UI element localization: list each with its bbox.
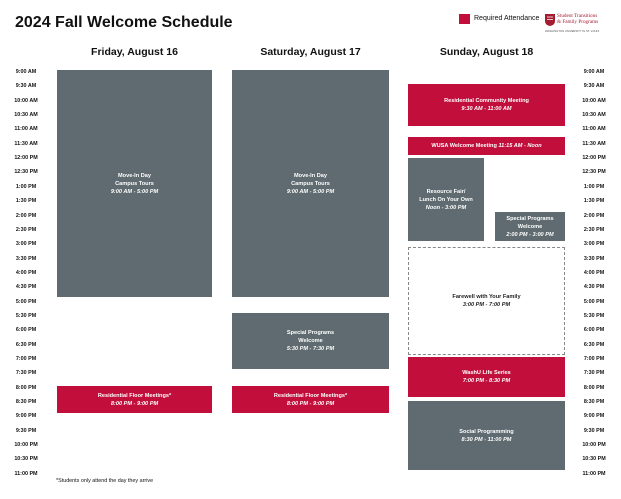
time-label-right: 8:30 PM xyxy=(583,399,605,406)
event-title: Social Programming xyxy=(459,428,514,435)
event-title: Residential Floor Meetings* xyxy=(273,392,348,399)
time-label-left: 3:00 PM xyxy=(15,241,37,248)
time-label-right: 10:30 PM xyxy=(582,456,606,463)
time-label-right: 5:30 PM xyxy=(583,312,605,319)
time-label-right: 6:30 PM xyxy=(583,341,605,348)
time-label-right: 2:30 PM xyxy=(583,226,605,233)
event-sunday-social-programming xyxy=(408,401,565,470)
event-time: Noon - 3:00 PM xyxy=(425,204,467,211)
event-sunday-washu-life-series xyxy=(408,357,565,397)
time-label-right: 11:00 PM xyxy=(582,470,606,477)
time-label-left: 1:30 PM xyxy=(15,198,37,205)
time-label-left: 10:00 PM xyxy=(14,442,38,449)
event-friday-floor-meetings xyxy=(57,386,212,413)
time-label-right: 4:30 PM xyxy=(583,284,605,291)
time-label-left: 1:00 PM xyxy=(15,183,37,190)
event-time: 9:00 AM - 5:00 PM xyxy=(110,188,159,195)
event-sunday-residential-community-meeting xyxy=(408,84,565,126)
event-time: 9:00 AM - 5:00 PM xyxy=(286,188,335,195)
time-label-left: 9:30 AM xyxy=(15,83,37,90)
event-saturday-move-in xyxy=(232,70,389,297)
time-label-right: 5:00 PM xyxy=(583,298,605,305)
event-title: Move-In Day xyxy=(294,172,327,179)
time-label-left: 11:00 AM xyxy=(14,126,38,133)
event-title: Move-In Day xyxy=(118,172,151,179)
time-label-right: 10:00 PM xyxy=(582,442,606,449)
event-title: Special Programs xyxy=(506,215,554,222)
event-time: 11:15 AM - Noon xyxy=(498,143,542,149)
event-sunday-special-programs xyxy=(495,212,565,241)
event-time: 8:00 PM - 9:00 PM xyxy=(286,400,335,407)
time-label-left: 6:30 PM xyxy=(15,341,37,348)
day-header-sunday: Sunday, August 18 xyxy=(439,46,534,58)
event-title: Residential Community Meeting xyxy=(444,98,529,104)
time-label-right: 9:00 PM xyxy=(583,413,605,420)
time-label-right: 8:00 PM xyxy=(583,384,605,391)
event-title: Residential Floor Meetings* xyxy=(97,392,172,399)
event-friday-move-in xyxy=(57,70,212,297)
time-label-left: 2:00 PM xyxy=(15,212,37,219)
event-sunday-resource-fair xyxy=(408,158,484,241)
event-subtitle: Welcome xyxy=(517,223,543,230)
time-label-left: 9:00 AM xyxy=(15,69,37,75)
time-label-left: 5:30 PM xyxy=(15,312,37,319)
event-subtitle: Campus Tours xyxy=(115,180,154,187)
time-label-left: 9:00 PM xyxy=(15,413,37,420)
time-label-left: 6:00 PM xyxy=(15,327,37,334)
time-label-left: 8:00 PM xyxy=(15,384,37,391)
required-attendance-swatch xyxy=(459,14,470,24)
time-label-left: 10:00 AM xyxy=(14,97,38,104)
time-label-right: 6:00 PM xyxy=(583,327,605,334)
time-label-left: 9:30 PM xyxy=(15,427,37,434)
event-time: 7:00 PM - 8:30 PM xyxy=(462,378,511,384)
event-time: 8:30 PM - 11:00 PM xyxy=(461,436,512,443)
logo-tagline: WASHINGTON UNIVERSITY IN ST. LOUIS xyxy=(545,29,600,33)
time-label-right: 9:30 AM xyxy=(583,83,605,90)
time-label-right: 4:00 PM xyxy=(583,269,605,276)
time-label-left: 4:30 PM xyxy=(15,284,37,291)
time-label-left: 7:30 PM xyxy=(15,370,37,377)
time-label-right: 11:00 AM xyxy=(582,126,606,133)
time-label-left: 10:30 PM xyxy=(14,456,38,463)
event-title: Resource Fair/ xyxy=(426,188,466,195)
time-label-right: 10:30 AM xyxy=(582,112,606,119)
time-label-right: 11:30 AM xyxy=(582,140,606,147)
time-label-left: 4:00 PM xyxy=(15,269,37,276)
time-label-left: 11:30 AM xyxy=(14,140,38,147)
logo-line-2: & Family Programs xyxy=(557,19,599,25)
event-saturday-special-programs xyxy=(232,313,389,369)
time-label-right: 7:30 PM xyxy=(583,370,605,377)
time-label-right: 1:00 PM xyxy=(583,183,605,190)
time-label-left: 2:30 PM xyxy=(15,226,37,233)
time-label-right: 3:00 PM xyxy=(583,241,605,248)
time-label-right: 9:30 PM xyxy=(583,427,605,434)
time-label-left: 12:30 PM xyxy=(14,169,38,176)
shield-icon xyxy=(545,14,555,26)
time-label-left: 5:00 PM xyxy=(15,298,37,305)
event-title: WUSA Welcome Meeting xyxy=(431,143,497,149)
time-label-right: 9:00 AM xyxy=(583,69,605,75)
time-label-right: 12:30 PM xyxy=(582,169,606,176)
footnote: *Students only attend the day they arrive xyxy=(56,478,154,484)
event-time: 2:00 PM - 3:00 PM xyxy=(506,231,554,238)
time-label-left: 3:30 PM xyxy=(15,255,37,262)
time-label-right: 7:00 PM xyxy=(583,356,605,362)
time-label-left: 10:30 AM xyxy=(14,112,38,119)
event-sunday-wusa-welcome xyxy=(408,137,565,155)
event-saturday-floor-meetings xyxy=(232,386,389,413)
event-time: 3:00 PM - 7:00 PM xyxy=(462,302,511,308)
event-sunday-farewell xyxy=(408,247,565,355)
event-time: 5:30 PM - 7:30 PM xyxy=(286,346,335,352)
day-header-friday: Friday, August 16 xyxy=(91,46,178,58)
event-time: 8:00 PM - 9:00 PM xyxy=(110,400,159,407)
day-header-saturday: Saturday, August 17 xyxy=(260,46,361,58)
page-title: 2024 Fall Welcome Schedule xyxy=(15,14,233,31)
legend-label: Required Attendance xyxy=(474,15,540,22)
time-label-right: 12:00 PM xyxy=(582,155,606,162)
logo-line-1: Student Transitions xyxy=(557,13,598,19)
university-logo xyxy=(545,13,611,35)
time-label-right: 10:00 AM xyxy=(582,97,606,104)
time-label-right: 1:30 PM xyxy=(583,198,605,205)
event-title: Special Programs xyxy=(286,330,335,336)
event-time: 9:30 AM - 11:00 AM xyxy=(461,106,512,112)
time-label-left: 11:00 PM xyxy=(14,470,38,477)
event-subtitle: Campus Tours xyxy=(291,180,330,187)
time-label-left: 12:00 PM xyxy=(14,155,38,162)
time-label-right: 2:00 PM xyxy=(583,212,605,219)
event-title: Farewell with Your Family xyxy=(452,294,521,300)
time-label-left: 8:30 PM xyxy=(15,399,37,406)
time-label-left: 7:00 PM xyxy=(15,356,37,362)
time-label-right: 3:30 PM xyxy=(583,255,605,262)
event-title: WashU Life Series xyxy=(462,370,511,376)
event-subtitle: Lunch On Your Own xyxy=(419,196,473,203)
event-subtitle: Welcome xyxy=(298,338,323,344)
